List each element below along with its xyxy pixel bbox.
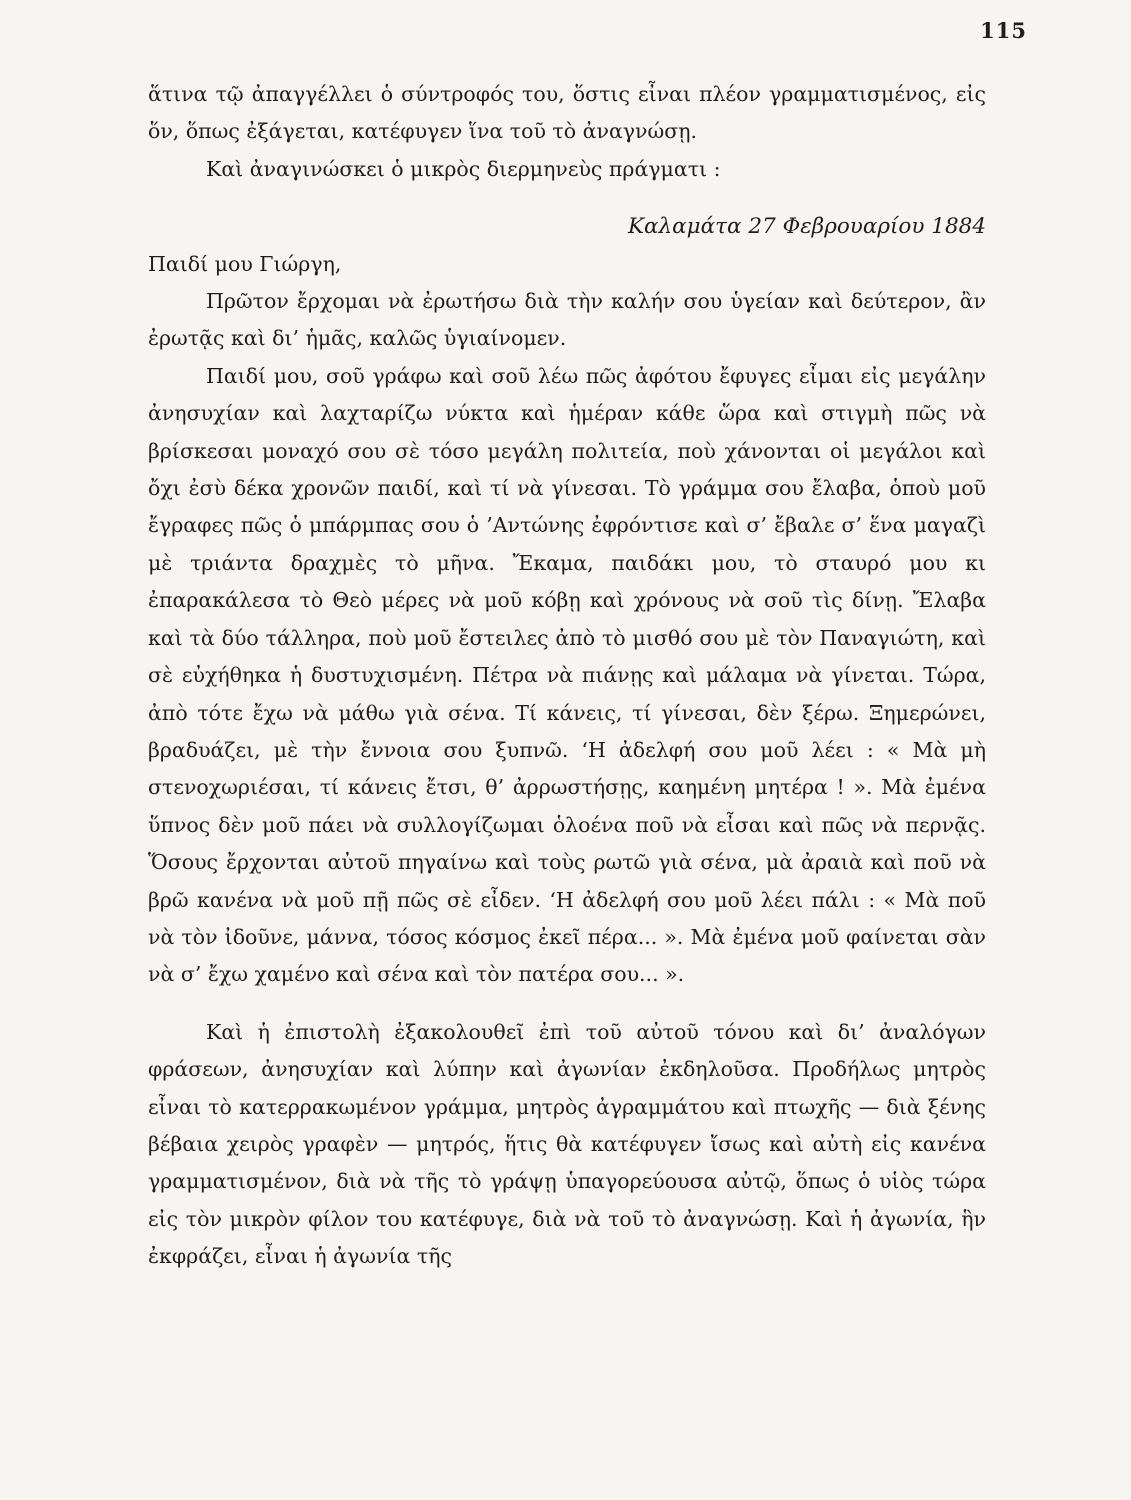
body-text <box>148 76 986 1276</box>
letter-paragraph-2: Παιδί μου, σοῦ γράφω καὶ σοῦ λέω πῶς ἀφότου ἔφυγες εἶμαι εἰς μεγάλην ἀνησυχίαν καὶ λαχταρίζω νύκτα καὶ ἡμέραν κάθε ὥρα καὶ στιγμὴ πῶς νὰ βρίσκεσαι μοναχό σου σὲ τόσο μεγάλη πολιτεία, ποὺ χάνονται οἱ μεγάλοι καὶ ὄχι ἐσὺ δέκα χρονῶν παιδί, καὶ τί νὰ γίνεσαι. Τὸ γράμμα σου ἔλαβα, ὁποὺ μοῦ ἔγραφες πῶς ὁ μπάρμπας σου ὁ ’Αντώνης ἐφρόντισε καὶ σ’ ἔβαλε σ’ ἕνα μαγαζὶ μὲ τριάντα δραχμὲς τὸ μῆνα. Ἔκαμα, παιδάκι μου, τὸ σταυρό μου κι ἐπαρακάλεσα τὸ Θεὸ μέρες νὰ μοῦ κόβῃ καὶ χρόνους νὰ σοῦ τὶς δίνῃ. Ἔλαβα καὶ τὰ δύο τάλληρα, ποὺ μοῦ ἔστειλες ἀπὸ τὸ μισθό σου μὲ τὸν Παναγιώτη, καὶ σὲ εὐχήθηκα ἡ δυστυχισμένη. Πέτρα νὰ πιάνῃς καὶ μάλαμα νὰ γίνεται. Τώρα, ἀπὸ τότε ἔχω νὰ μάθω γιὰ σένα. Τί κάνεις, τί γίνεσαι, δὲν ξέρω. Ξημερώνει, βραδυάζει, μὲ τὴν ἔννοια σου ξυπνῶ. ‘Η ἀδελφή σου μοῦ λέει : « Μὰ μὴ στενοχωριέσαι, τί κάνεις ἔτσι, θ’ ἀρρωστήσῃς, καημένη μητέρα ! ». Μὰ ἐμένα ὕπνος δὲν μοῦ πάει νὰ συλλογίζωμαι ὁλοένα ποῦ νὰ εἶσαι καὶ πῶς νὰ περνᾷς. Ὅσους ἔρχονται αὐτοῦ πηγαίνω καὶ τοὺς ρωτῶ γιὰ σένα, μὰ ἀραιὰ καὶ ποῦ νὰ βρῶ κανένα νὰ μοῦ πῇ πῶς σὲ εἶδεν. ‘Η ἀδελφή σου μοῦ λέει πάλι : « Μὰ ποῦ νὰ τὸν ἰδοῦνε, μάννα, τόσος κόσμος ἐκεῖ πέρα... ». Μὰ ἐμένα μοῦ φαίνεται σὰν νὰ σ’ ἔχω χαμένο καὶ σένα καὶ τὸν πατέρα σου... ». <box>148 363 986 987</box>
paragraph-commentary: Καὶ ἡ ἐπιστολὴ ἐξακολουθεῖ ἐπὶ τοῦ αὐτοῦ τόνου καὶ δι’ ἀναλόγων φράσεων, ἀνησυχίαν καὶ λύπην καὶ ἀγωνίαν ἐκδηλοῦσα. Προδήλως μητρὸς εἶναι τὸ κατερρακωμένον γράμμα, μητρὸς ἀγραμμάτου καὶ πτωχῆς — διὰ ξένης βέβαια χειρὸς γραφὲν — μητρός, ἥτις θὰ κατέφυγεν ἴσως καὶ αὐτὴ εἰς κανένα γραμματισμένον, διὰ νὰ τῆς τὸ γράψῃ ὑπαγορεύουσα αὐτῷ, ὅπως ὁ υἱὸς τώρα εἰς τὸν μικρὸν φίλον του κατέφυγε, διὰ νὰ τοῦ τὸ ἀναγνώσῃ. Καὶ ἡ ἀγωνία, ἣν ἐκφράζει, εἶναι ἡ ἀγωνία τῆς <box>148 1019 986 1269</box>
page-number: 115 <box>980 18 1027 43</box>
letter-dateline: Καλαμάτα 27 Φεβρουαρίου 1884 <box>627 214 986 240</box>
letter-salutation: Παιδί μου Γιώργη, <box>148 251 342 276</box>
letter-paragraph-1: Πρῶτον ἔρχομαι νὰ ἐρωτήσω διὰ τὴν καλήν σου ὑγείαν καὶ δεύτερον, ἂν ἐρωτᾷς καὶ δι’ ἡμᾶς, καλῶς ὑγιαίνομεν. <box>148 289 986 351</box>
paragraph-reads: Καὶ ἀναγινώσκει ὁ μικρὸς διερμηνεὺς πράγματι : <box>206 156 721 181</box>
paragraph-intro: ἅτινα τῷ ἀπαγγέλλει ὁ σύντροφός του, ὅστις εἶναι πλέον γραμματισμένος, εἰς ὅν, ὅπως ἐξάγεται, κατέφυγεν ἵνα τοῦ τὸ ἀναγνώσῃ. <box>148 82 986 144</box>
